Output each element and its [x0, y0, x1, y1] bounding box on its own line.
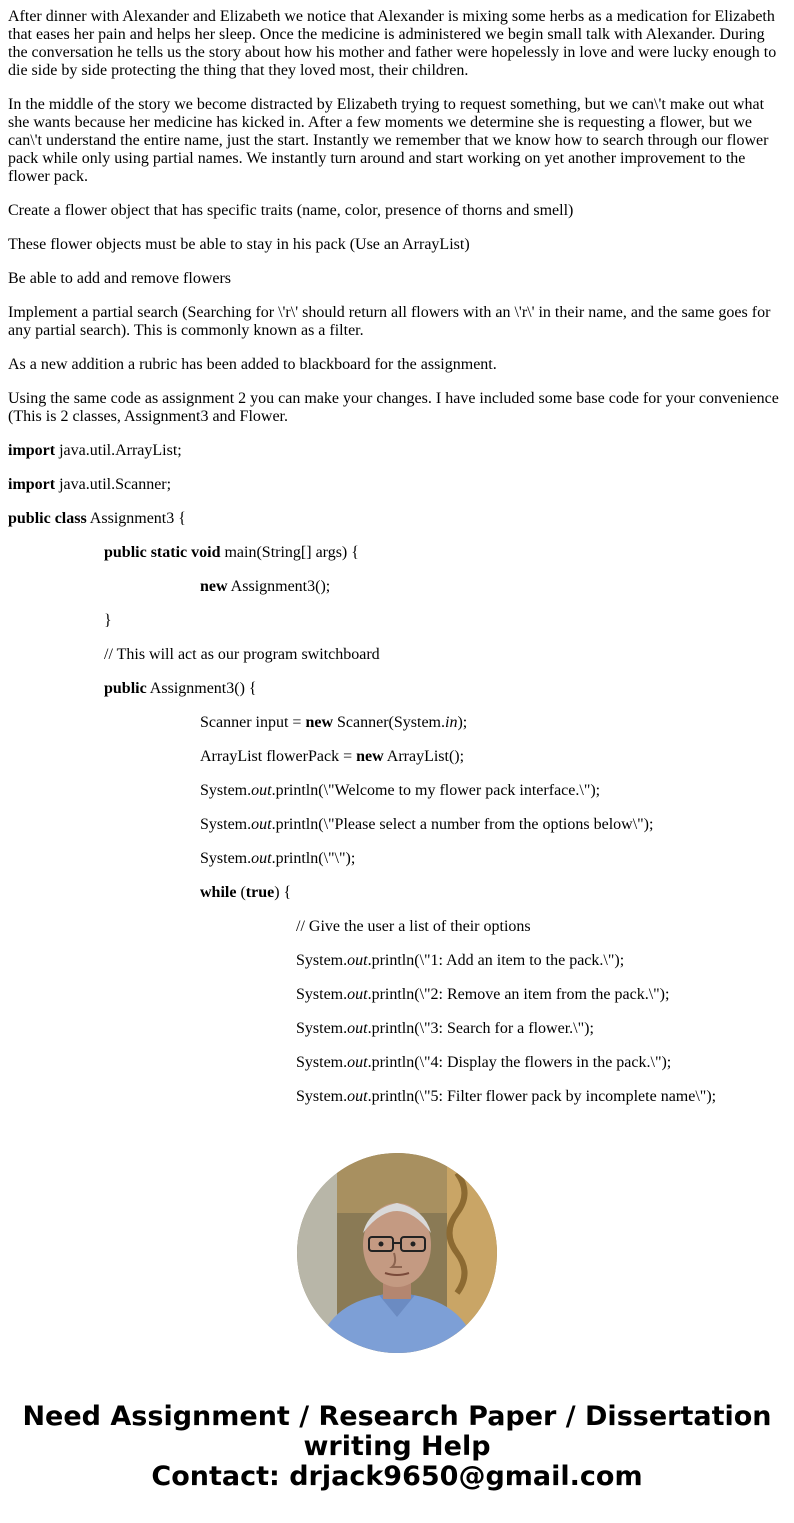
code-line: new Assignment3(); — [200, 578, 331, 595]
code-line: System.out.println(\"3: Search for a flower.\"); — [296, 1020, 594, 1037]
requirement-add-remove: Be able to add and remove flowers — [8, 270, 232, 287]
code-line: while (true) { — [200, 884, 292, 901]
requirement-partial-search: Implement a partial search (Searching for \'r\' should return all flowers with an \'r\' in their name, and the same goes for any partial search). This is commonly known as a filter. — [8, 304, 771, 339]
contact-banner — [0, 1402, 794, 1492]
code-line: import java.util.Scanner; — [8, 476, 172, 493]
code-line: System.out.println(\"2: Remove an item from the pack.\"); — [296, 986, 670, 1003]
code-line: Scanner input = new Scanner(System.in); — [200, 714, 468, 731]
banner-line-1: Need Assignment / Research Paper / Dissertation — [22, 1401, 772, 1432]
code-line: ArrayList flowerPack = new ArrayList(); — [200, 748, 465, 765]
avatar-portrait-icon — [297, 1153, 497, 1353]
paragraph-story-flower: In the middle of the story we become distracted by Elizabeth trying to request something, but we can\'t make out what she wants because her medicine has kicked in. After a few moments we determine she is requesting a flower, but we can\'t understand the entire name, just the start. Instantly we remember that we know how to search through our flower pack while only using partial names. We instantly turn around and start working on yet another improvement to the flower pack. — [8, 96, 769, 185]
code-line: public static void main(String[] args) { — [104, 544, 359, 561]
requirement-flower-object: Create a flower object that has specific traits (name, color, presence of thorns and smell) — [8, 202, 574, 219]
code-line: public class Assignment3 { — [8, 510, 186, 527]
rubric-note: As a new addition a rubric has been added to blackboard for the assignment. — [8, 356, 497, 373]
code-line: System.out.println(\"Please select a number from the options below\"); — [200, 816, 654, 833]
banner-line-2: writing Help — [303, 1431, 491, 1462]
code-line: import java.util.ArrayList; — [8, 442, 182, 459]
requirement-arraylist: These flower objects must be able to stay in his pack (Use an ArrayList) — [8, 236, 470, 253]
code-line: System.out.println(\"1: Add an item to the pack.\"); — [296, 952, 625, 969]
base-code-note: Using the same code as assignment 2 you can make your changes. I have included some base code for your convenience (This is 2 classes, Assignment3 and Flower. — [8, 390, 779, 425]
paragraph-story-intro: After dinner with Alexander and Elizabeth we notice that Alexander is mixing some herbs as a medication for Elizabeth that eases her pain and helps her sleep. Once the medicine is administered we begin small talk with Alexander. During the conversation he tells us the story about how his mother and father were hopelessly in love and were lucky enough to die side by side protecting the thing that they loved most, their children. — [8, 8, 777, 79]
code-line: } — [104, 612, 112, 629]
code-line: System.out.println(\"4: Display the flowers in the pack.\"); — [296, 1054, 672, 1071]
code-line: System.out.println(\"Welcome to my flower pack interface.\"); — [200, 782, 601, 799]
code-comment: // This will act as our program switchboard — [104, 646, 380, 663]
banner-contact-email: Contact: drjack9650@gmail.com — [151, 1461, 643, 1492]
document-body — [8, 8, 784, 1122]
author-avatar — [297, 1153, 497, 1353]
code-line: public Assignment3() { — [104, 680, 257, 697]
code-line: System.out.println(\"\"); — [200, 850, 356, 867]
code-line: System.out.println(\"5: Filter flower pack by incomplete name\"); — [296, 1088, 717, 1105]
code-comment: // Give the user a list of their options — [296, 918, 531, 935]
